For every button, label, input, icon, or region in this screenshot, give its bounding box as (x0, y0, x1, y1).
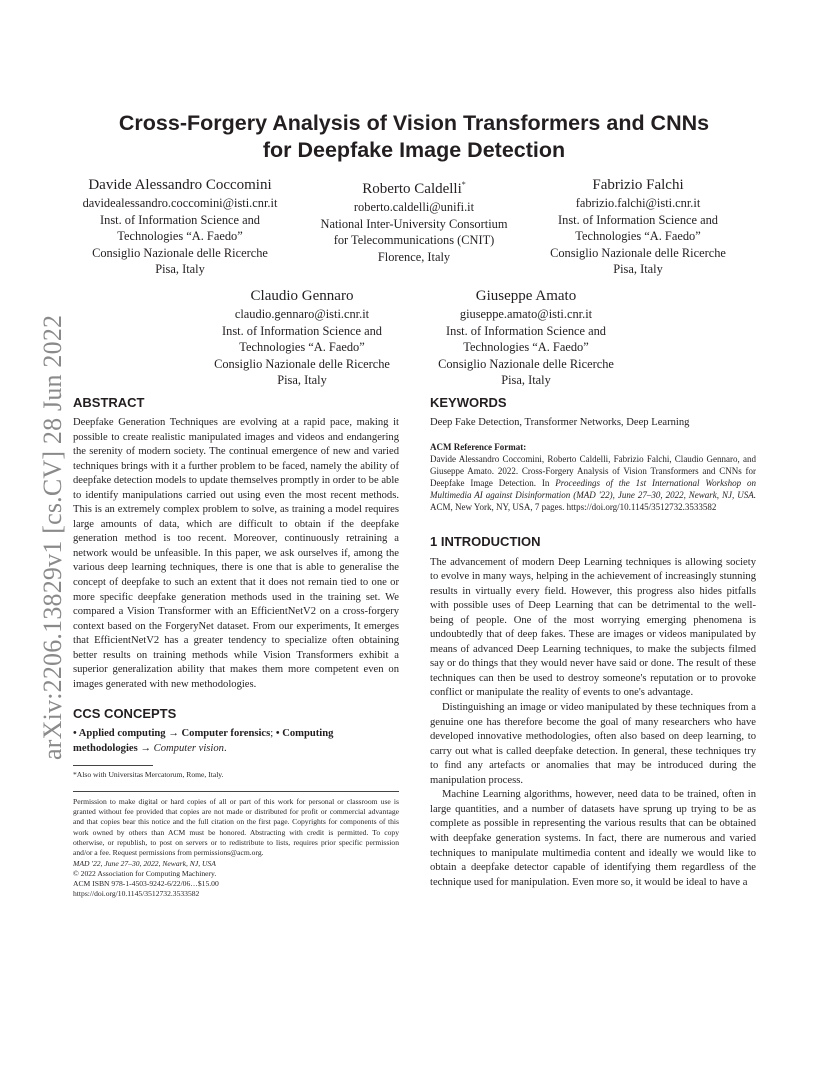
permission-notice: Permission to make digital or hard copies of all or part of this work for personal or classroom use is granted without fee provided that copies are not made or distributed for profit or commercial advantage and that copies bear this notice and the full citation on the first page. Copyrights for components of this work owned by others than ACM must be honored. Abstracting with credit is permitted. To copy otherwise, or republish, to post on servers or to redistribute to lists, requires prior specific permission and/or a fee. Request permissions from permissions@acm.org. (73, 796, 399, 858)
author-affiliation: Technologies “A. Faedo” (575, 229, 701, 244)
right-column (430, 395, 756, 890)
doi-link[interactable]: https://doi.org/10.1145/3512732.3533582 (73, 889, 200, 899)
isbn-line: ACM ISBN 978-1-4503-9242-6/22/06…$15.00 (73, 879, 219, 889)
title-line-1: Cross-Forgery Analysis of Vision Transformers and CNNs (118, 111, 710, 135)
author-affiliation: Inst. of Information Science and (558, 212, 718, 227)
author-affiliation: Inst. of Information Science and (446, 323, 606, 338)
acm-reference-text: Davide Alessandro Coccomini, Roberto Caldelli, Fabrizio Falchi, Claudio Gennaro, and Giuseppe Amato. 2022. Cross-Forgery Analysis of Vision Transformers and CNNs for Deepfake Image Detection. In Proceedings of the 1st International Workshop on Multimedia AI against Disinformation (MAD '22), June 27–30, 2022, Newark, NJ, USA. ACM, New York, NY, USA, 7 pages. https://doi.org/10.1145/3512732.3533582 (430, 453, 756, 513)
introduction-heading: 1 INTRODUCTION (430, 533, 541, 549)
keywords-heading: KEYWORDS (430, 395, 507, 410)
author-affiliation: Consiglio Nazionale delle Ricerche (214, 356, 390, 371)
author-email[interactable]: roberto.caldelli@unifi.it (353, 200, 475, 214)
acm-reference-heading: ACM Reference Format: (430, 441, 527, 452)
permission-rule (73, 791, 399, 792)
author-name: Fabrizio Falchi (592, 177, 684, 193)
ccs-concept-1: • Applied computing → Computer forensics (73, 728, 271, 740)
intro-paragraph-2: Distinguishing an image or video manipulated by these techniques from a genuine one has therefore become the goal of many researchers who have developed innovative methodologies, often also based on deep learning, to carry out what is called deepfake detection. In general, these techniques try to find any artefacts or anomalies that may be introduced during the manipulation process. (430, 702, 756, 786)
footnote-rule (73, 765, 153, 766)
author-affiliation: Inst. of Information Science and (222, 323, 382, 338)
author-affiliation: National Inter-University Consortium (320, 216, 508, 231)
author-email[interactable]: fabrizio.falchi@isti.cnr.it (575, 196, 701, 210)
intro-paragraph-3: Machine Learning algorithms, however, need data to be trained, often in large quantities, and a number of datasets have sprung up trying to be as complete as possible in representing the various results that can be obtained with deepfake generation systems. In fact, there are numerous and varied techniques to manipulate multimedia content and ideally we would like to obtain a deepfake detector capable of identifying them regardless of the technique used for manipulation. Even more so, it would be ideal to have a (430, 789, 756, 888)
author-affiliation: Consiglio Nazionale delle Ricerche (438, 356, 614, 371)
author-location: Pisa, Italy (155, 262, 205, 277)
paper-title (80, 110, 748, 164)
arxiv-identifier: arXiv:2206.13829v1 [cs.CV] 28 Jun 2022 (38, 314, 67, 760)
author-name: Claudio Gennaro (250, 288, 354, 304)
author-email[interactable]: giuseppe.amato@isti.cnr.it (459, 307, 593, 321)
ccs-concepts: • Applied computing → Computer forensics; • Computing methodologies → Computer vision. (73, 728, 334, 754)
author-block-coccomini (62, 175, 298, 278)
author-affiliation: Consiglio Nazionale delle Ricerche (92, 245, 268, 260)
ccs-concept-2: • Computing methodologies → (73, 728, 334, 754)
author-affiliation: Technologies “A. Faedo” (463, 340, 589, 355)
copyright-line: © 2022 Association for Computing Machinery. (73, 868, 217, 878)
author-block-amato (413, 286, 639, 389)
title-line-2: for Deepfake Image Detection (262, 138, 566, 162)
abstract-text: Deepfake Generation Techniques are evolving at a rapid pace, making it possible to create realistic manipulated images and videos and endangering the serenity of modern society. The continual emergence of new and varied techniques brings with it a further problem to be faced, namely the ability of deepfake detection models to update themselves promptly in order to be able to identify manipulations carried out using even the most recent methods. This is an extremely complex problem to solve, as training a model requires large amounts of data, which are difficult to obtain if the deepfake generation method is too recent. Moreover, continuously retraining a network would be unfeasible. In this paper, we ask ourselves if, among the various deep learning techniques, there is one that is able to generalise the concept of deepfake to such an extent that it does not remain tied to one or more specific deepfake generation methods used in the training set. We compared a Vision Transformer with an EfficientNetV2 on a cross-forgery context based on the ForgeryNet dataset. From our experiments, It emerges that EfficientNetV2 has a greater tendency to specialize often obtaining better results on training methods while Vision Transformers exhibit a superior generalization ability that makes them more competent even on images generated with new methodologies. (73, 417, 399, 690)
ccs-concept-2-leaf: Computer vision (153, 742, 224, 754)
author-location: Florence, Italy (377, 249, 451, 264)
author-location: Pisa, Italy (501, 373, 551, 388)
arxiv-stamp (18, 290, 67, 760)
abstract-heading: ABSTRACT (73, 395, 145, 410)
author-name: Giuseppe Amato (475, 288, 577, 304)
keywords-text: Deep Fake Detection, Transformer Networks, Deep Learning (430, 417, 690, 428)
author-name: Davide Alessandro Coccomini (88, 177, 272, 193)
author-block-gennaro (189, 286, 415, 389)
author-affiliation: Inst. of Information Science and (100, 212, 260, 227)
ccs-heading: CCS CONCEPTS (73, 706, 177, 722)
author-block-falchi (528, 175, 748, 278)
author-location: Pisa, Italy (277, 373, 327, 388)
left-column (73, 395, 399, 900)
conference-line: MAD '22, June 27–30, 2022, Newark, NJ, USA (73, 858, 216, 868)
author-affiliation: Technologies “A. Faedo” (239, 340, 365, 355)
intro-paragraph-1: The advancement of modern Deep Learning techniques is allowing society to evolve in many ways, helping in the achievement of increasingly stunning results in virtually every field. However, this progress also hides pitfalls with possible uses of Deep Learning that can be detrimental to the well-being of people. One of the most worrying emerging phenomena is undoubtedly that of deep fakes. These are images or videos manipulated by means of advanced Deep Learning techniques, to make the subjects filmed say or do things that they would never have said or done. The result of these techniques can then be used to destroy someone's reputation or to provoke conflict or manipulate the reality of events to one's advantage. (430, 556, 756, 699)
author-affiliation: Technologies “A. Faedo” (117, 229, 243, 244)
author-email[interactable]: claudio.gennaro@isti.cnr.it (234, 307, 370, 321)
footnote-text: *Also with Universitas Mercatorum, Rome, Italy. (73, 770, 224, 780)
author-affiliation: Consiglio Nazionale delle Ricerche (550, 245, 726, 260)
author-email[interactable]: davidealessandro.coccomini@isti.cnr.it (82, 196, 278, 210)
author-affiliation: for Telecommunications (CNIT) (333, 233, 495, 248)
footnote-mark: * (461, 180, 466, 189)
author-block-caldelli (300, 175, 528, 265)
author-name: Roberto Caldelli* (362, 180, 466, 197)
author-location: Pisa, Italy (613, 262, 663, 277)
